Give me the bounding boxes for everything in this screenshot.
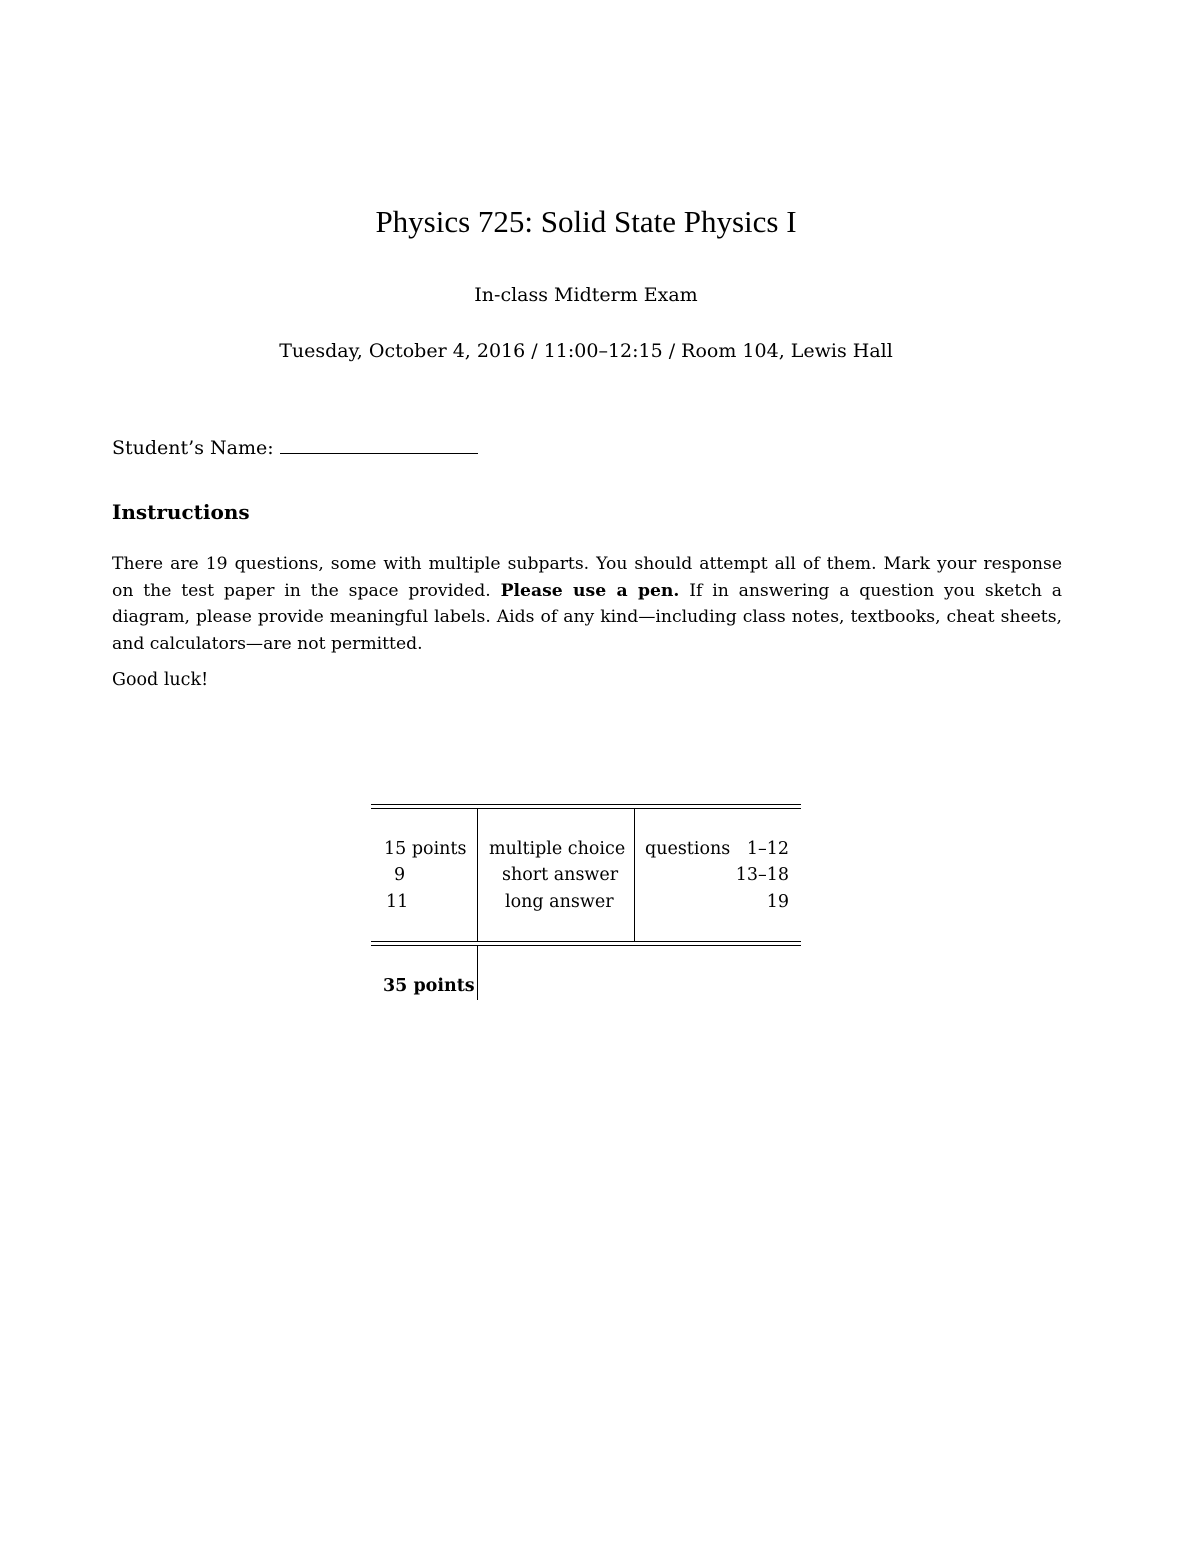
student-name-row [112, 434, 478, 460]
table-total-divider [477, 946, 478, 1000]
instructions-text-part-2: If in answering a question you sketch a diagram, please provide meaningful labels. Aids of any kind—including class notes, textbooks, cheat sheets, and calculators—are not permitted. [112, 580, 1062, 654]
table-mid-rule-1 [371, 941, 801, 942]
row-2-range: 13–18 [735, 865, 789, 885]
instructions-paragraph [112, 551, 1062, 657]
table-mid-rule-2 [371, 945, 801, 946]
row-3-range: 19 [766, 892, 789, 912]
row-1-type: multiple choice [489, 839, 626, 859]
table-top-rule-1 [371, 804, 801, 805]
instructions-heading: Instructions [112, 500, 250, 524]
row-1-points: 15 points [384, 839, 467, 859]
table-divider-2 [634, 809, 635, 942]
row-1-questions-label: questions [645, 839, 731, 859]
exam-title: Physics 725: Solid State Physics I [375, 204, 797, 239]
exam-subtitle: In-class Midterm Exam [474, 284, 698, 306]
closing-note: Good luck! [112, 670, 209, 690]
table-top-rule-2 [371, 808, 801, 809]
row-2-type: short answer [502, 865, 619, 885]
row-3-points: 11 [386, 892, 409, 912]
student-name-blank[interactable] [280, 434, 478, 454]
instructions-text-part-1: There are 19 questions, some with multiple subparts. You should attempt all of them. Mark your response on the test paper in the space provided. [112, 554, 1062, 601]
exam-date-location: Tuesday, October 4, 2016 / 11:00–12:15 / Room 104, Lewis Hall [279, 340, 893, 362]
row-1-range: 1–12 [746, 839, 789, 859]
total-points: 35 points [383, 976, 475, 996]
row-2-points: 9 [394, 865, 406, 885]
table-divider-1 [477, 809, 478, 942]
student-name-label: Student’s Name: [112, 437, 274, 459]
row-3-type: long answer [505, 892, 614, 912]
instructions-pen-note: Please use a pen. [500, 580, 680, 601]
